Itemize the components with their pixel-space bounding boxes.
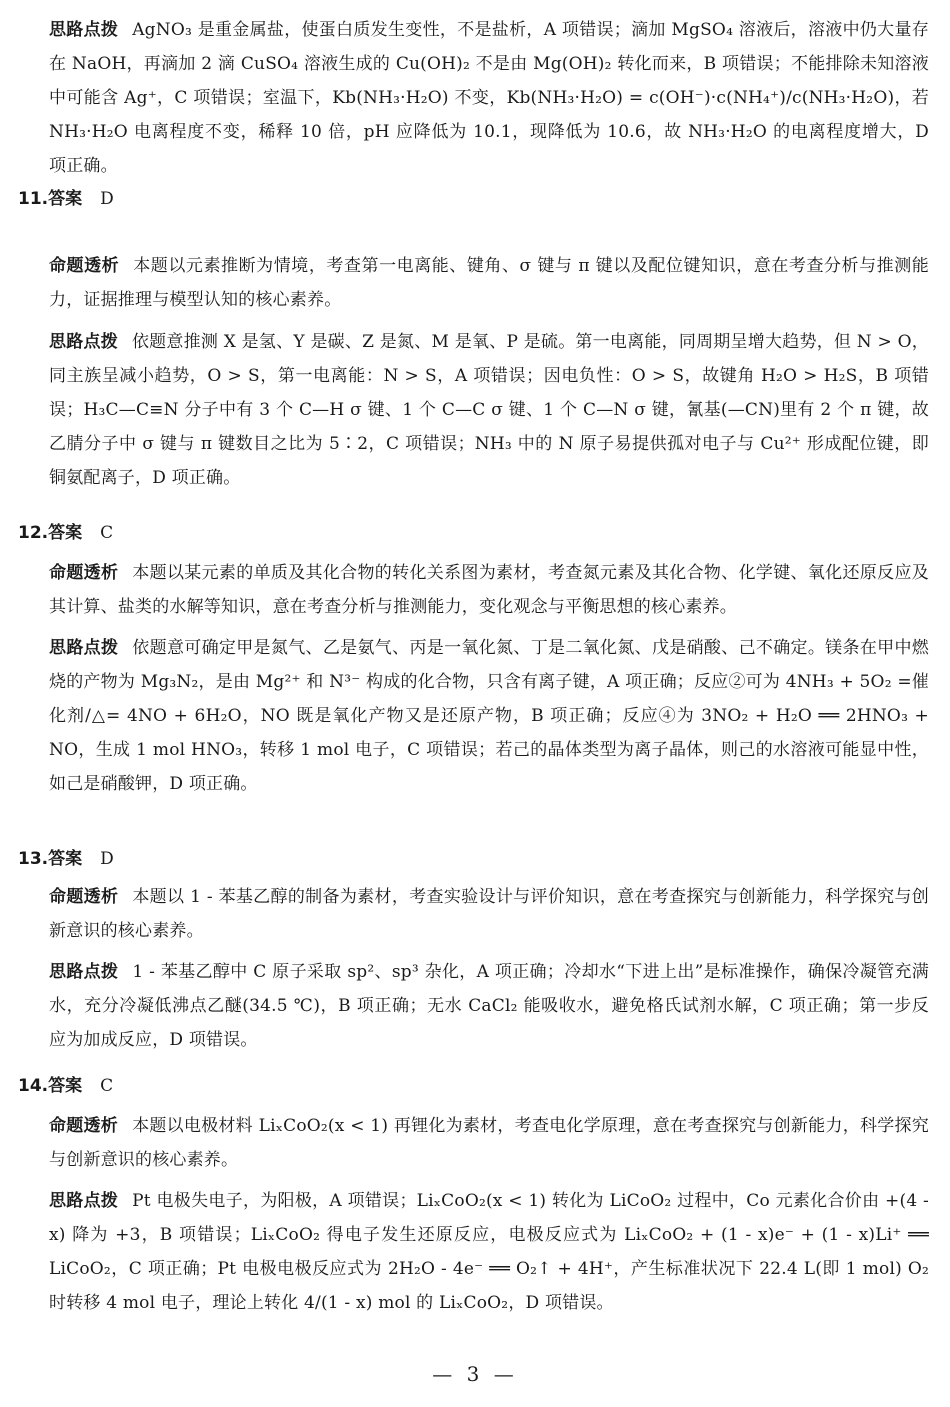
q12-answer-line xyxy=(18,516,113,550)
answer-value: C xyxy=(100,1076,114,1096)
hint-text: AgNO₃ 是重金属盐，使蛋白质发生变性，不是盐析，A 项错误；滴加 MgSO₄ 溶液后，溶液中仍大量存在 NaOH，再滴加 2 滴 CuSO₄ 溶液生成的 Cu(OH)₂ 不是由 Mg(OH)₂ 转化而来，B 项错误；不能排除未知溶液中可能含 Ag⁺，C 项错误；室温下，Kb(NH₃·H₂O) 不变，Kb(NH₃·H₂O) = c(OH⁻)·c(NH₄⁺)/c(NH₃·H₂O)，若 NH₃·H₂O 电离程度不变，稀释 10 倍，pH 应降低为 10.1，现降低为 10.6，故 NH₃·H₂O 的电离程度增大，D 项正确。 xyxy=(49,20,929,176)
q11-answer-line xyxy=(18,182,114,216)
question-number: 13. xyxy=(18,849,49,869)
q10-hint xyxy=(49,13,929,183)
q11-hint xyxy=(49,325,929,495)
q13-analysis xyxy=(49,880,929,948)
q14-hint xyxy=(49,1184,929,1320)
q13-answer-line xyxy=(18,842,114,876)
q13-hint xyxy=(49,955,929,1057)
answer-label: 答案 xyxy=(48,1076,83,1096)
analysis-text: 本题以某元素的单质及其化合物的转化关系图为素材，考查氮元素及其化合物、化学键、氧化还原反应及其计算、盐类的水解等知识，意在考查分析与推测能力，变化观念与平衡思想的核心素养。 xyxy=(49,563,929,617)
analysis-text: 本题以元素推断为情境，考查第一电离能、键角、σ 键与 π 键以及配位键知识，意在考查分析与推测能力，证据推理与模型认知的核心素养。 xyxy=(49,256,929,310)
hint-label: 思路点拨 xyxy=(49,638,119,658)
hint-text: Pt 电极失电子，为阳极，A 项错误；LiₓCoO₂(x < 1) 转化为 LiCoO₂ 过程中，Co 元素化合价由 +(4 - x) 降为 +3，B 项错误；LiₓCoO₂ 得电子发生还原反应，电极反应式为 LiₓCoO₂ + (1 - x)e⁻ + (1 - x)Li⁺ ══ LiCoO₂，C 项正确；Pt 电极电极反应式为 2H₂O - 4e⁻ ══ O₂↑ + 4H⁺，产生标准状况下 22.4 L(即 1 mol) O₂ 时转移 4 mol 电子，理论上转化 4/(1 - x) mol 的 LiₓCoO₂，D 项错误。 xyxy=(49,1191,929,1313)
q14-analysis xyxy=(49,1109,929,1177)
q14-answer-line xyxy=(18,1069,113,1103)
answer-value: D xyxy=(100,849,114,869)
hint-text: 1 - 苯基乙醇中 C 原子采取 sp²、sp³ 杂化，A 项正确；冷却水“下进上出”是标准操作，确保冷凝管充满水，充分冷凝低沸点乙醚(34.5 ℃)，B 项正确；无水 CaCl₂ 能吸收水，避免格氏试剂水解，C 项正确；第一步反应为加成反应，D 项错误。 xyxy=(49,962,929,1050)
q11-analysis xyxy=(49,249,929,317)
answer-label: 答案 xyxy=(48,523,83,543)
analysis-text: 本题以 1 - 苯基乙醇的制备为素材，考查实验设计与评价知识，意在考查探究与创新能力，科学探究与创新意识的核心素养。 xyxy=(49,887,929,941)
analysis-text: 本题以电极材料 LiₓCoO₂(x < 1) 再锂化为素材，考查电化学原理，意在考查探究与创新能力，科学探究与创新意识的核心素养。 xyxy=(49,1116,929,1170)
analysis-label: 命题透析 xyxy=(49,887,119,907)
question-number: 11. xyxy=(18,189,49,209)
hint-label: 思路点拨 xyxy=(49,20,119,40)
analysis-label: 命题透析 xyxy=(49,1116,119,1136)
analysis-label: 命题透析 xyxy=(49,563,119,583)
hint-label: 思路点拨 xyxy=(49,332,118,352)
q12-analysis xyxy=(49,556,929,624)
question-number: 14. xyxy=(18,1076,49,1096)
hint-label: 思路点拨 xyxy=(49,962,119,982)
answer-label: 答案 xyxy=(48,849,83,869)
analysis-label: 命题透析 xyxy=(49,256,120,276)
hint-text: 依题意可确定甲是氮气、乙是氨气、丙是一氧化氮、丁是二氧化氮、戊是硝酸、己不确定。镁条在甲中燃烧的产物为 Mg₃N₂，是由 Mg²⁺ 和 N³⁻ 构成的化合物，只含有离子键，A 项正确；反应②可为 4NH₃ + 5O₂ =催化剂/△= 4NO + 6H₂O，NO 既是氧化产物又是还原产物，B 项正确；反应④为 3NO₂ + H₂O ══ 2HNO₃ + NO，生成 1 mol HNO₃，转移 1 mol 电子，C 项错误；若己的晶体类型为离子晶体，则己的水溶液可能显中性，如己是硝酸钾，D 项正确。 xyxy=(49,638,929,794)
answer-label: 答案 xyxy=(48,189,83,209)
hint-label: 思路点拨 xyxy=(49,1191,119,1211)
answer-value: D xyxy=(100,189,114,209)
hint-text: 依题意推测 X 是氢、Y 是碳、Z 是氮、M 是氧、P 是硫。第一电离能，同周期呈增大趋势，但 N > O，同主族呈减小趋势，O > S，第一电离能：N > S，A 项错误；因电负性：O > S，故键角 H₂O > H₂S，B 项错误；H₃C—C≡N 分子中有 3 个 C—H σ 键、1 个 C—C σ 键、1 个 C—N σ 键，氰基(—CN)里有 2 个 π 键，故乙腈分子中 σ 键与 π 键数目之比为 5∶2，C 项错误；NH₃ 中的 N 原子易提供孤对电子与 Cu²⁺ 形成配位键，即铜氨配离子，D 项正确。 xyxy=(49,332,929,488)
q12-hint xyxy=(49,631,929,801)
answer-value: C xyxy=(100,523,114,543)
page-number: — 3 — xyxy=(432,1362,518,1386)
question-number: 12. xyxy=(18,523,49,543)
